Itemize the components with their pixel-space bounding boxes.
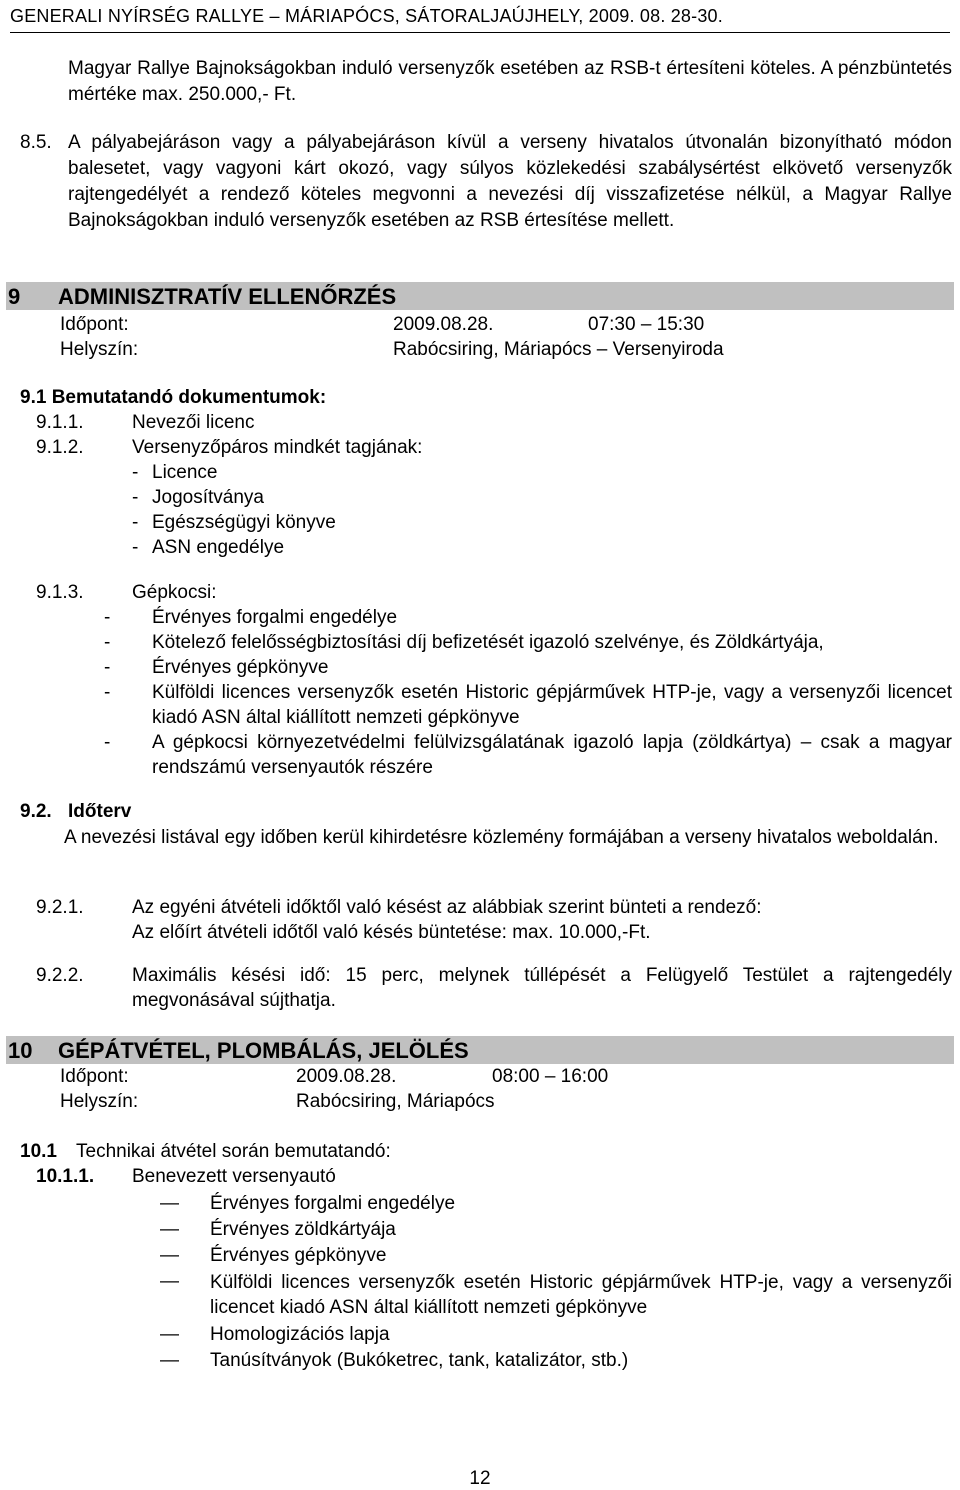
s9-1-2-bullet: - [132, 512, 139, 533]
s9-2-number: 9.2. [20, 801, 52, 822]
section-10-title: GÉPÁTVÉTEL, PLOMBÁLÁS, JELÖLÉS [58, 1038, 469, 1063]
s9-1-1-text: Nevezői licenc [132, 412, 255, 433]
s10-item-bullet: — [160, 1245, 179, 1266]
s9-1-2-item: Jogosítványa [152, 487, 264, 508]
s9-1-heading: 9.1 Bemutatandó dokumentumok: [20, 387, 327, 408]
s10-place-label: Helyszín: [60, 1091, 139, 1112]
section-9-heading [6, 282, 954, 310]
s9-1-2-item: ASN engedélye [152, 537, 285, 558]
s10-item: Homologizációs lapja [210, 1324, 390, 1345]
s10-1-text: Technikai átvétel során bemutatandó: [76, 1141, 391, 1162]
section-9-title: ADMINISZTRATÍV ELLENŐRZÉS [58, 284, 397, 309]
s9-date: 2009.08.28. [393, 314, 494, 335]
s9-1-3-item: Érvényes gépkönyve [152, 657, 329, 678]
intro-paragraph: Magyar Rallye Bajnokságokban induló versenyzők esetében az RSB-t értesíteni köteles. A pénzbüntetés mértéke max. 250.000,- Ft. [68, 58, 952, 105]
para-8-5-number: 8.5. [20, 132, 52, 153]
s9-1-3-item: A gépkocsi környezetvédelmi felülvizsgálatának igazoló lapja (zöldkártya) – csak a magyar rendszámú versenyautók részére [152, 732, 952, 778]
s9-2-2-text: Maximális késési idő: 15 perc, melynek túllépését a Felügyelő Testület a rajtengedély megvonásával sújthatja. [132, 965, 952, 1011]
s9-1-3-item: Külföldi licences versenyzők esetén Historic gépjárművek HTP-je, vagy a versenyzői licencet kiadó ASN által kiállított nemzeti gépkönyve [152, 682, 952, 728]
s9-1-3-bullet: - [104, 607, 111, 628]
s10-item: Érvényes zöldkártyája [210, 1219, 396, 1240]
s9-2-1-line2: Az előírt átvételi időtől való késés büntetése: max. 10.000,-Ft. [132, 922, 651, 943]
s10-1-number: 10.1 [20, 1141, 57, 1162]
s9-place-label: Helyszín: [60, 339, 139, 360]
s9-time: 07:30 – 15:30 [588, 314, 705, 335]
s9-1-3-item: Érvényes forgalmi engedélye [152, 607, 398, 628]
s9-1-3-bullet: - [104, 682, 111, 703]
s10-item: Érvényes forgalmi engedélye [210, 1193, 456, 1214]
para-8-5-text: A pályabejáráson vagy a pályabejáráson kívül a verseny hivatalos útvonalán bizonyítható módon balesetet, vagy vagyoni kárt okozó, vagy súlyos közlekedési szabálysértést elkövető versenyzők rajtengedélyét a rendező köteles megvonni a nevezési díj visszafizetése nélkül, a Magyar Rallye Bajnokságokban induló versenyzők esetében az RSB értesítése mellett. [68, 132, 952, 231]
s10-item-bullet: — [160, 1324, 179, 1345]
s10-date: 2009.08.28. [296, 1066, 397, 1087]
s10-item-bullet: — [160, 1219, 179, 1240]
s10-item-bullet: — [160, 1271, 179, 1292]
s10-time-label: Időpont: [60, 1066, 129, 1087]
s9-2-2-number: 9.2.2. [36, 965, 84, 986]
s10-item-bullet: — [160, 1193, 179, 1214]
s9-1-3-bullet: - [104, 657, 111, 678]
s10-place: Rabócsiring, Máriapócs [296, 1091, 495, 1112]
s9-1-3-number: 9.1.3. [36, 582, 84, 603]
s10-item-bullet: — [160, 1350, 179, 1371]
s10-item: Érvényes gépkönyve [210, 1245, 387, 1266]
s9-place: Rabócsiring, Máriapócs – Versenyiroda [393, 339, 724, 360]
s9-1-2-bullet: - [132, 537, 139, 558]
s9-time-label: Időpont: [60, 314, 129, 335]
s10-1-1-number: 10.1.1. [36, 1166, 95, 1187]
s10-time: 08:00 – 16:00 [492, 1066, 609, 1087]
s9-1-2-text: Versenyzőpáros mindkét tagjának: [132, 437, 423, 458]
page-number: 12 [469, 1468, 491, 1489]
s9-1-2-item: Egészségügyi könyve [152, 512, 336, 533]
section-10-heading [6, 1036, 954, 1064]
s9-1-2-item: Licence [152, 462, 218, 483]
s9-1-1-number: 9.1.1. [36, 412, 84, 433]
s9-2-text: A nevezési listával egy időben kerül kihirdetésre közlemény formájában a verseny hivatalos weboldalán. [64, 827, 939, 848]
section-10-number: 10 [8, 1038, 33, 1063]
s10-1-1-text: Benevezett versenyautó [132, 1166, 336, 1187]
s9-2-1-line1: Az egyéni átvételi időktől való késést az alábbiak szerint bünteti a rendező: [132, 897, 762, 918]
s9-2-1-number: 9.2.1. [36, 897, 84, 918]
running-header: GENERALI NYÍRSÉG RALLYE – MÁRIAPÓCS, SÁTORALJAÚJHELY, 2009. 08. 28-30. [10, 2, 950, 33]
s9-1-3-item: Kötelező felelősségbiztosítási díj befizetését igazoló szelvénye, és Zöldkártyája, [152, 632, 824, 653]
s9-1-3-text: Gépkocsi: [132, 582, 217, 603]
s10-item: Külföldi licences versenyzők esetén Historic gépjárművek HTP-je, vagy a versenyzői licencet kiadó ASN által kiállított nemzeti gépkönyve [210, 1272, 952, 1318]
s10-item: Tanúsítványok (Bukóketrec, tank, katalizátor, stb.) [210, 1350, 629, 1371]
s9-2-title: Időterv [68, 801, 132, 822]
s9-1-3-bullet: - [104, 732, 111, 753]
s9-1-2-bullet: - [132, 487, 139, 508]
s9-1-2-bullet: - [132, 462, 139, 483]
s9-1-3-bullet: - [104, 632, 111, 653]
s9-1-2-number: 9.1.2. [36, 437, 84, 458]
section-9-number: 9 [8, 284, 21, 309]
